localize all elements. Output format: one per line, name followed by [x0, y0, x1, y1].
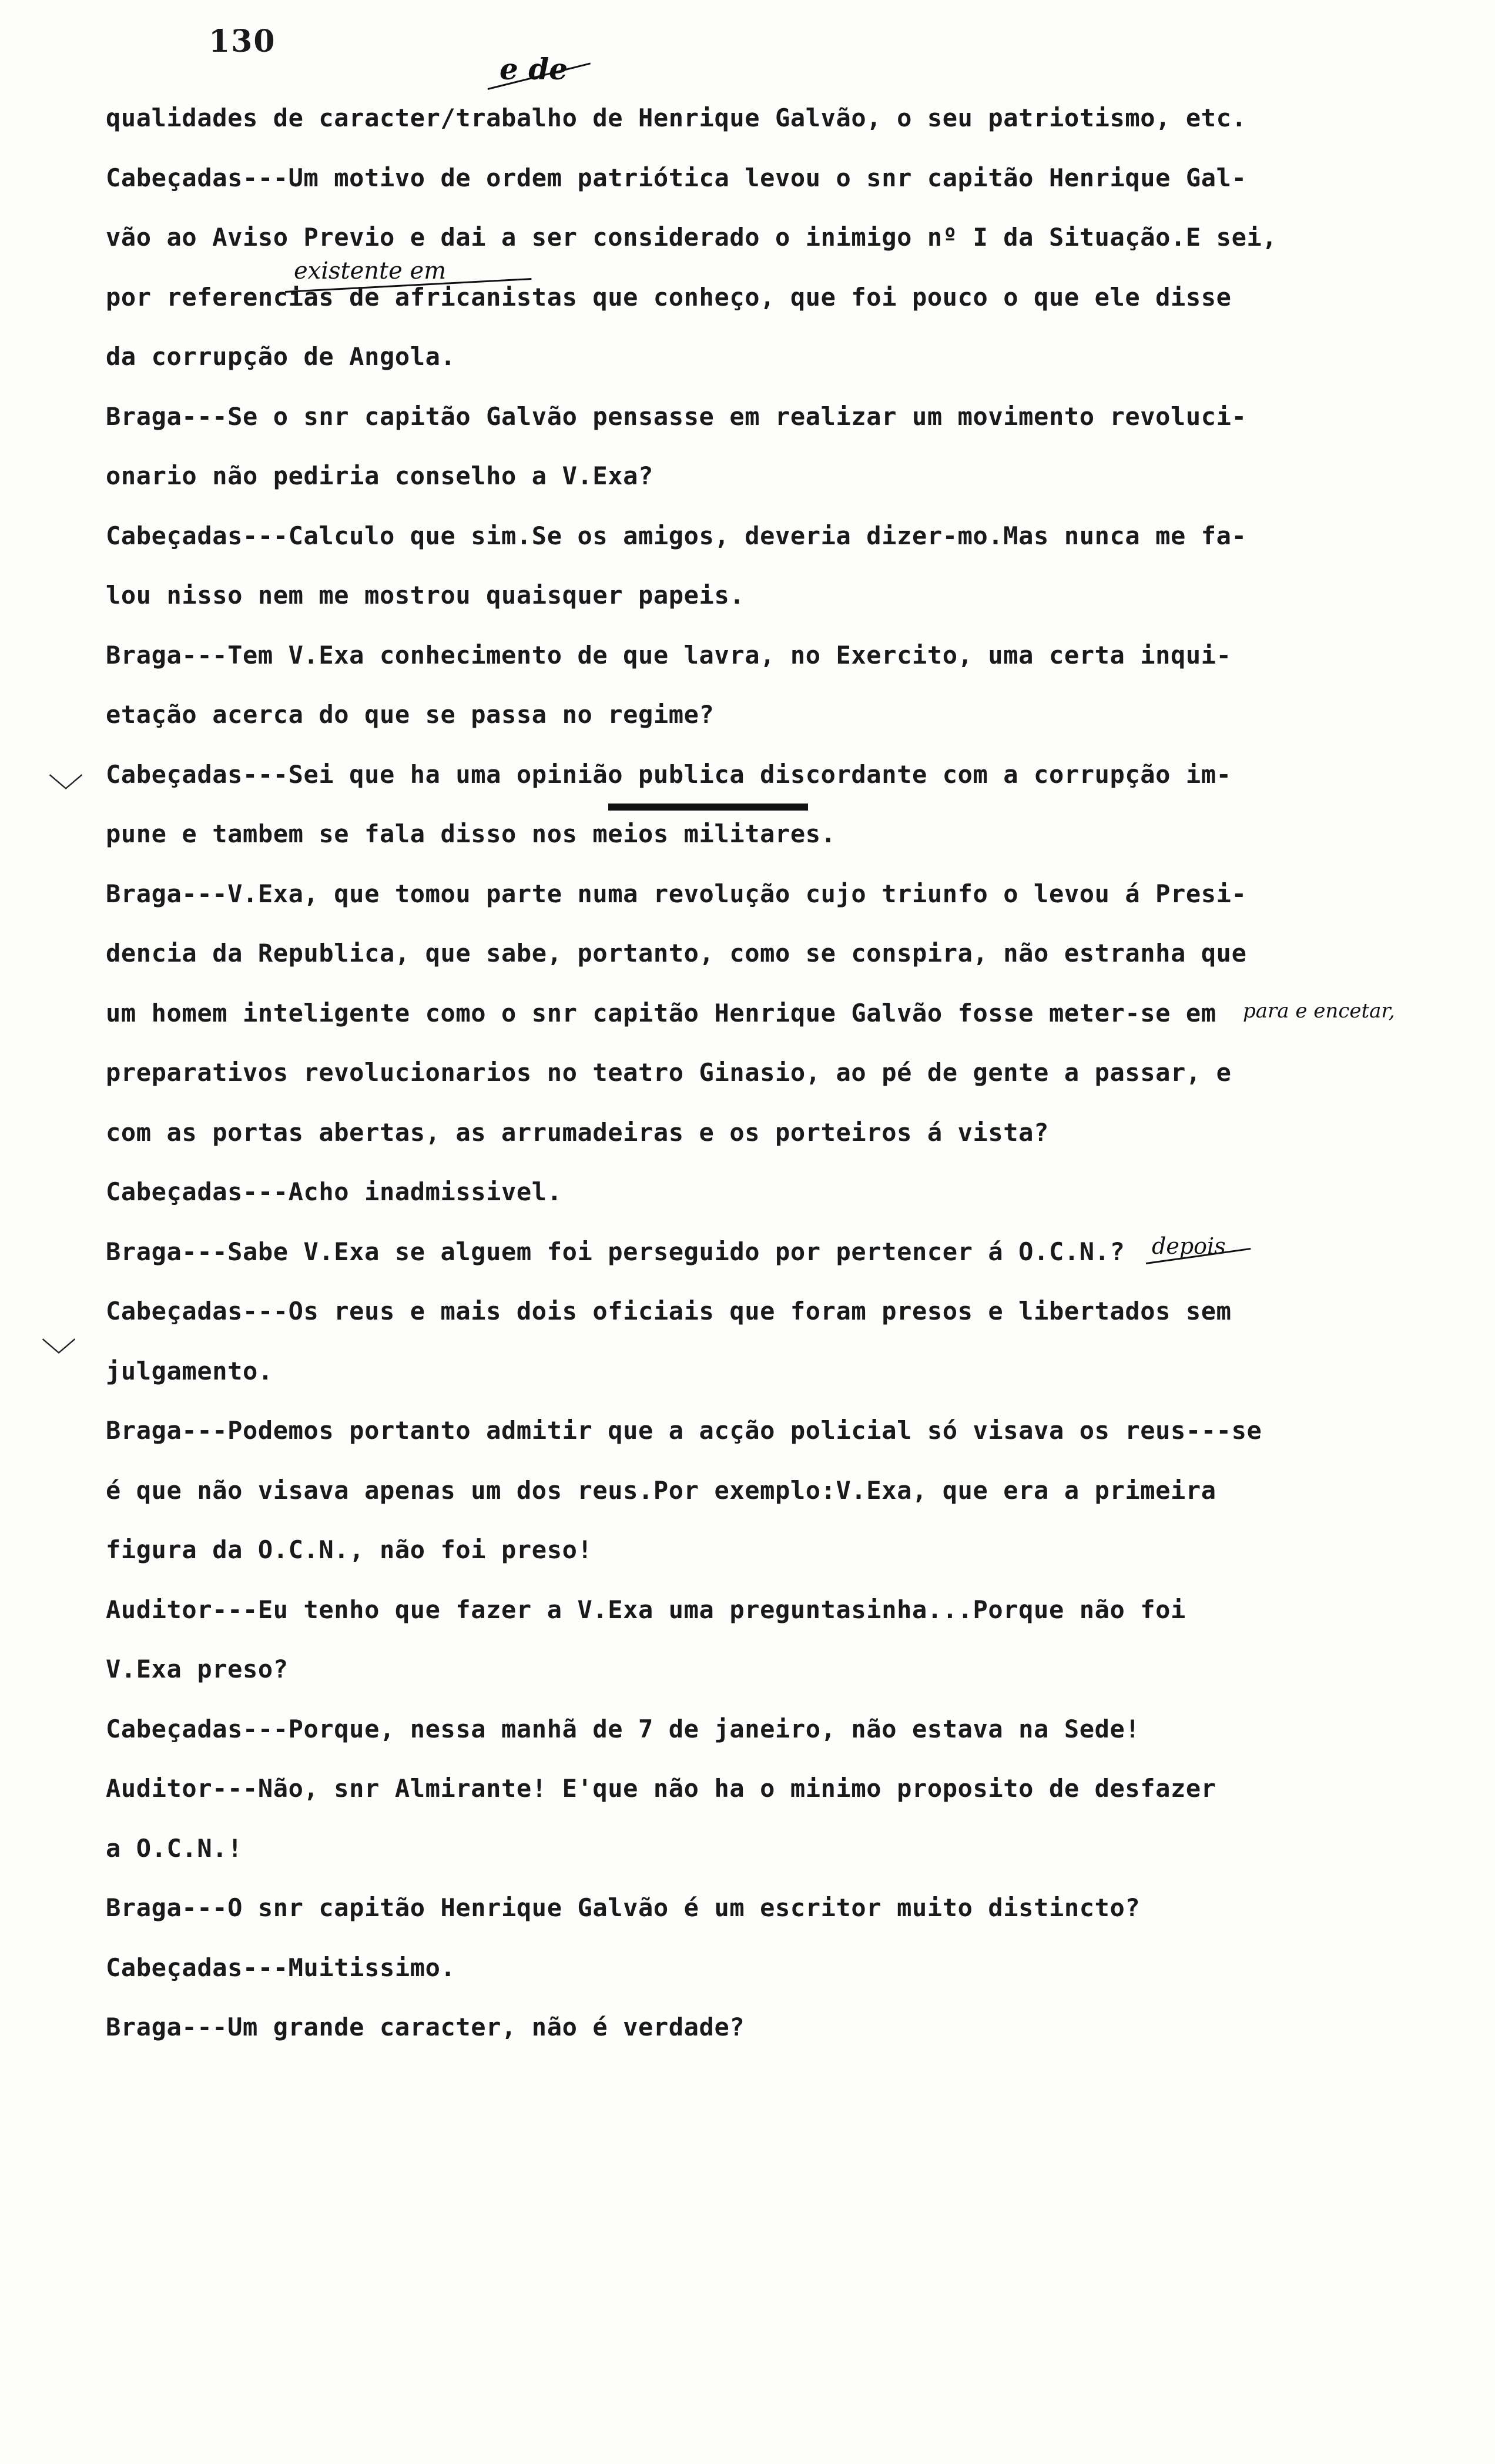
text-line: Cabeçadas---Um motivo de ordem patriótica levou o snr capitão Henrique Gal-	[106, 163, 1247, 192]
text-line: Auditor---Não, snr Almirante! E'que não ha o minimo proposito de desfazer	[106, 1774, 1216, 1803]
text-line: preparativos revolucionarios no teatro Ginasio, ao pé de gente a passar, e	[106, 1058, 1232, 1087]
text-line: um homem inteligente como o snr capitão Henrique Galvão fosse meter-se em	[106, 998, 1216, 1027]
text-line: Auditor---Eu tenho que fazer a V.Exa uma preguntasinha...Porque não foi	[106, 1595, 1186, 1624]
text-line: figura da O.C.N., não foi preso!	[106, 1535, 593, 1564]
text-line: com as portas abertas, as arrumadeiras e os porteiros á vista?	[106, 1117, 1049, 1147]
text-line: pune e tambem se fala disso nos meios militares.	[106, 819, 836, 848]
text-line: Braga---Tem V.Exa conhecimento de que lavra, no Exercito, uma certa inqui-	[106, 640, 1232, 669]
margin-mark: ﹀	[48, 772, 83, 813]
handwritten-insert-margin: para e encetar,	[1243, 999, 1395, 1023]
text-line: etação acerca do que se passa no regime?	[106, 700, 715, 729]
typed-text-block	[106, 88, 1446, 2057]
text-line: Cabeçadas---Porque, nessa manhã de 7 de janeiro, não estava na Sede!	[106, 1714, 1141, 1743]
text-line: dencia da Republica, que sabe, portanto, como se conspira, não estranha que	[106, 939, 1247, 967]
text-line: julgamento.	[106, 1356, 273, 1385]
text-line: qualidades de caracter/trabalho de Henrique Galvão, o seu patriotismo, etc.	[106, 103, 1247, 132]
text-line: a O.C.N.!	[106, 1833, 243, 1863]
text-line: Cabeçadas---Os reus e mais dois oficiais que foram presos e libertados sem	[106, 1297, 1232, 1325]
text-line: Cabeçadas---Muitissimo.	[106, 1953, 456, 1982]
text-line: onario não pediria conselho a V.Exa?	[106, 461, 653, 490]
margin-mark: ﹀	[41, 1336, 76, 1377]
text-line: Cabeçadas---Calculo que sim.Se os amigos, deveria dizer-mo.Mas nunca me fa-	[106, 521, 1247, 550]
text-line: da corrupção de Angola.	[106, 342, 456, 371]
handwritten-insert-e-de: e de	[500, 52, 568, 86]
handwritten-insert-existente-em: existente em	[294, 257, 447, 284]
text-line: Braga---Se o snr capitão Galvão pensasse em realizar um movimento revoluci-	[106, 401, 1247, 431]
text-line: Braga---Sabe V.Exa se alguem foi perseguido por pertencer á O.C.N.?	[106, 1237, 1125, 1266]
text-line: V.Exa preso?	[106, 1655, 289, 1683]
page-number: 130	[209, 24, 276, 59]
text-line: vão ao Aviso Previo e dai a ser considerado o inimigo nº I da Situação.E sei,	[106, 223, 1278, 252]
text-line: lou nisso nem me mostrou quaisquer papeis.	[106, 581, 745, 610]
text-line: Braga---O snr capitão Henrique Galvão é um escritor muito distincto?	[106, 1893, 1141, 1922]
text-line: Cabeçadas---Sei que ha uma opinião publica discordante com a corrupção im-	[106, 759, 1232, 789]
text-line: Braga---V.Exa, que tomou parte numa revolução cujo triunfo o levou á Presi-	[106, 879, 1247, 908]
handwritten-insert-depois: depois	[1152, 1233, 1226, 1259]
text-line: Braga---Podemos portanto admitir que a acção policial só visava os reus---se	[106, 1416, 1262, 1445]
text-line: Braga---Um grande caracter, não é verdade?	[106, 2013, 745, 2041]
text-line: Cabeçadas---Acho inadmissivel.	[106, 1177, 562, 1206]
text-line: é que não visava apenas um dos reus.Por exemplo:V.Exa, que era a primeira	[106, 1475, 1216, 1505]
text-line: por referencias de africanistas que conheço, que foi pouco o que ele disse	[106, 282, 1232, 312]
